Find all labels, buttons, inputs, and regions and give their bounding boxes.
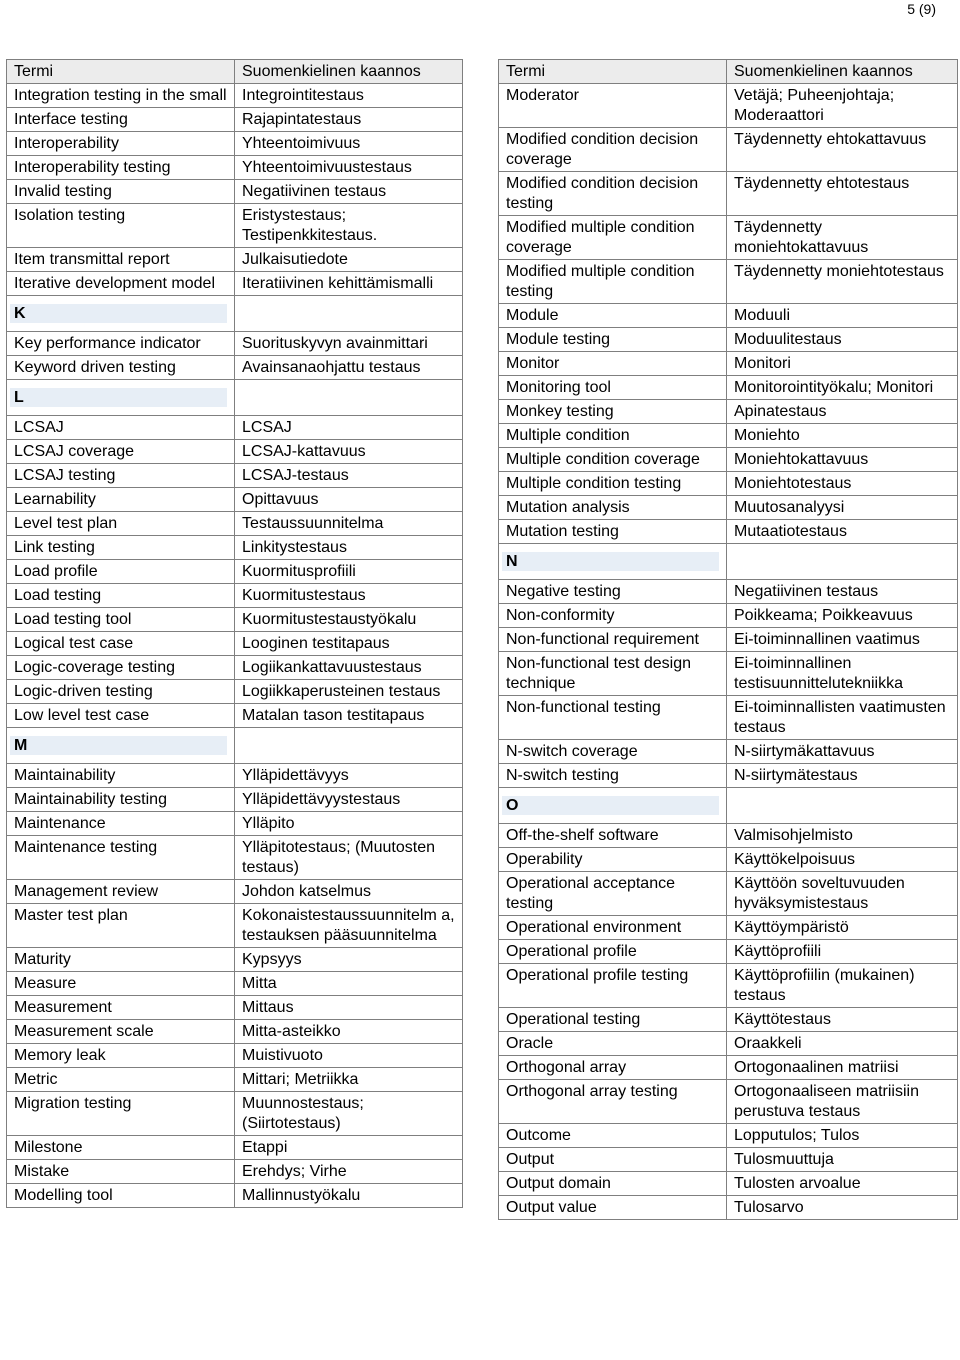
glossary-row [499,1008,958,1032]
term-cell: Monkey testing [499,400,727,424]
glossary-row [499,764,958,788]
glossary-row [499,848,958,872]
term-cell: Logic-coverage testing [7,656,235,680]
glossary-row [499,740,958,764]
translation-cell: Logiikankattavuustestaus [235,656,463,680]
translation-cell: Erehdys; Virhe [235,1160,463,1184]
glossary-row [499,304,958,328]
translation-cell: Muunnostestaus; (Siirtotestaus) [235,1092,463,1136]
header-term: Termi [499,60,727,84]
header-translation: Suomenkielinen kaannos [727,60,958,84]
translation-cell: Käyttötestaus [727,1008,958,1032]
translation-cell: Avainsanaohjattu testaus [235,356,463,380]
translation-cell: Iteratiivinen kehittämismalli [235,272,463,296]
translation-cell: Johdon katselmus [235,880,463,904]
glossary-row [499,260,958,304]
term-cell: Link testing [7,536,235,560]
translation-cell: Valmisohjelmisto [727,824,958,848]
term-cell: Maintainability [7,764,235,788]
translation-cell: Linkitystestaus [235,536,463,560]
glossary-row [7,84,463,108]
translation-cell: Täydennetty moniehtotestaus [727,260,958,304]
glossary-row [7,204,463,248]
glossary-row [499,84,958,128]
glossary-row [499,128,958,172]
term-cell: Logical test case [7,632,235,656]
glossary-row [7,332,463,356]
glossary-row [499,1172,958,1196]
term-cell: Load profile [7,560,235,584]
translation-cell: Moduulitestaus [727,328,958,352]
translation-cell: Ylläpitotestaus; (Muutosten testaus) [235,836,463,880]
glossary-row [7,132,463,156]
section-letter: M [10,736,227,755]
translation-cell: Lopputulos; Tulos [727,1124,958,1148]
translation-cell: N-siirtymätestaus [727,764,958,788]
section-letter-row [7,728,463,764]
translation-cell: Looginen testitapaus [235,632,463,656]
term-cell: Multiple condition testing [499,472,727,496]
term-cell: Measure [7,972,235,996]
header-term: Termi [7,60,235,84]
glossary-row [499,604,958,628]
glossary-row [499,352,958,376]
term-cell: Mutation analysis [499,496,727,520]
glossary-row [7,656,463,680]
glossary-row [7,680,463,704]
glossary-row [499,376,958,400]
term-cell: Logic-driven testing [7,680,235,704]
translation-cell: Moniehtotestaus [727,472,958,496]
translation-cell: Ei-toiminnallinen testisuunnittelutekniikka [727,652,958,696]
glossary-row [499,172,958,216]
term-cell: Modelling tool [7,1184,235,1208]
glossary-row [7,248,463,272]
term-cell: Off-the-shelf software [499,824,727,848]
glossary-row [7,1044,463,1068]
section-letter-empty-cell [727,544,958,580]
term-cell: Maintainability testing [7,788,235,812]
term-cell: Multiple condition [499,424,727,448]
section-letter-cell [499,544,727,580]
glossary-row [7,536,463,560]
translation-cell: Opittavuus [235,488,463,512]
translation-cell: Täydennetty moniehtokattavuus [727,216,958,260]
glossary-row [7,948,463,972]
translation-cell: Rajapintatestaus [235,108,463,132]
translation-cell: Apinatestaus [727,400,958,424]
term-cell: Item transmittal report [7,248,235,272]
glossary-row [7,464,463,488]
translation-cell: Ei-toiminnallisten vaatimusten testaus [727,696,958,740]
translation-cell: Tulosten arvoalue [727,1172,958,1196]
term-cell: Low level test case [7,704,235,728]
glossary-row [499,520,958,544]
translation-cell: Logiikkaperusteinen testaus [235,680,463,704]
glossary-row [499,940,958,964]
translation-cell: Täydennetty ehtotestaus [727,172,958,216]
translation-cell: LCSAJ [235,416,463,440]
term-cell: Keyword driven testing [7,356,235,380]
glossary-row [7,1184,463,1208]
term-cell: Interface testing [7,108,235,132]
term-cell: Load testing [7,584,235,608]
term-cell: Operational profile testing [499,964,727,1008]
translation-cell: Testaussuunnitelma [235,512,463,536]
glossary-row [7,632,463,656]
glossary-row [499,824,958,848]
section-letter: K [10,304,227,323]
term-cell: Non-functional test design technique [499,652,727,696]
glossary-row [7,512,463,536]
table-header-row [7,60,463,84]
translation-cell: Muutosanalyysi [727,496,958,520]
translation-cell: Julkaisutiedote [235,248,463,272]
glossary-row [499,1196,958,1220]
translation-cell: Vetäjä; Puheenjohtaja; Moderaattori [727,84,958,128]
glossary-row [499,872,958,916]
table-header-row [499,60,958,84]
translation-cell: N-siirtymäkattavuus [727,740,958,764]
term-cell: Output value [499,1196,727,1220]
translation-cell: LCSAJ-testaus [235,464,463,488]
translation-cell: Yhteentoimivuus [235,132,463,156]
translation-cell: Moduuli [727,304,958,328]
page-number: 5 (9) [907,1,936,17]
section-letter-cell [7,380,235,416]
translation-cell: Kypsyys [235,948,463,972]
term-cell: Outcome [499,1124,727,1148]
translation-cell: Mallinnustyökalu [235,1184,463,1208]
translation-cell: Mitta [235,972,463,996]
translation-cell: Moniehto [727,424,958,448]
section-letter-empty-cell [727,788,958,824]
term-cell: Non-conformity [499,604,727,628]
term-cell: Measurement scale [7,1020,235,1044]
term-cell: Operational testing [499,1008,727,1032]
header-translation: Suomenkielinen kaannos [235,60,463,84]
term-cell: Iterative development model [7,272,235,296]
term-cell: LCSAJ testing [7,464,235,488]
term-cell: Non-functional requirement [499,628,727,652]
translation-cell: Täydennetty ehtokattavuus [727,128,958,172]
term-cell: Master test plan [7,904,235,948]
term-cell: Interoperability [7,132,235,156]
term-cell: Module testing [499,328,727,352]
glossary-table-left [6,59,463,1208]
term-cell: Migration testing [7,1092,235,1136]
glossary-row [499,1124,958,1148]
term-cell: LCSAJ coverage [7,440,235,464]
glossary-row [499,916,958,940]
term-cell: Maintenance testing [7,836,235,880]
term-cell: Isolation testing [7,204,235,248]
translation-cell: Tulosarvo [727,1196,958,1220]
term-cell: Output domain [499,1172,727,1196]
glossary-row [499,1080,958,1124]
term-cell: Invalid testing [7,180,235,204]
term-cell: Modified multiple condition testing [499,260,727,304]
translation-cell: Poikkeama; Poikkeavuus [727,604,958,628]
glossary-row [499,1148,958,1172]
translation-cell: Ortogonaaliseen matriisiin perustuva testaus [727,1080,958,1124]
glossary-row [499,424,958,448]
term-cell: N-switch coverage [499,740,727,764]
section-letter: N [502,552,719,571]
glossary-row [7,1092,463,1136]
term-cell: Measurement [7,996,235,1020]
glossary-row [7,812,463,836]
section-letter-cell [499,788,727,824]
translation-cell: Mittaus [235,996,463,1020]
glossary-row [7,488,463,512]
glossary-row [7,416,463,440]
section-letter-empty-cell [235,380,463,416]
translation-cell: Matalan tason testitapaus [235,704,463,728]
section-letter-row [499,544,958,580]
translation-cell: Kokonaistestaussuunnitelm a, testauksen pääsuunnitelma [235,904,463,948]
term-cell: Load testing tool [7,608,235,632]
section-letter-empty-cell [235,296,463,332]
translation-cell: Ylläpito [235,812,463,836]
translation-cell: Käyttökelpoisuus [727,848,958,872]
term-cell: Modified condition decision coverage [499,128,727,172]
section-letter: O [502,796,719,815]
translation-cell: Kuormitustestaus [235,584,463,608]
glossary-row [499,964,958,1008]
glossary-row [7,272,463,296]
glossary-row [499,1032,958,1056]
term-cell: Negative testing [499,580,727,604]
term-cell: Operational environment [499,916,727,940]
term-cell: Operability [499,848,727,872]
translation-cell: Ylläpidettävyystestaus [235,788,463,812]
term-cell: Metric [7,1068,235,1092]
glossary-row [499,448,958,472]
term-cell: Management review [7,880,235,904]
glossary-row [7,788,463,812]
term-cell: Orthogonal array [499,1056,727,1080]
glossary-row [499,472,958,496]
term-cell: Modified multiple condition coverage [499,216,727,260]
glossary-row [499,696,958,740]
term-cell: Key performance indicator [7,332,235,356]
term-cell: N-switch testing [499,764,727,788]
glossary-row [499,496,958,520]
translation-cell: Käyttöön soveltuvuuden hyväksymistestaus [727,872,958,916]
term-cell: Maturity [7,948,235,972]
translation-cell: Mitta-asteikko [235,1020,463,1044]
translation-cell: Suorituskyvyn avainmittari [235,332,463,356]
term-cell: Interoperability testing [7,156,235,180]
translation-cell: Muistivuoto [235,1044,463,1068]
section-letter-row [499,788,958,824]
glossary-row [7,972,463,996]
term-cell: Non-functional testing [499,696,727,740]
section-letter: L [10,388,227,407]
term-cell: LCSAJ [7,416,235,440]
section-letter-cell [7,728,235,764]
glossary-row [7,180,463,204]
glossary-row [7,704,463,728]
translation-cell: Ortogonaalinen matriisi [727,1056,958,1080]
term-cell: Orthogonal array testing [499,1080,727,1124]
glossary-row [499,400,958,424]
glossary-row [7,156,463,180]
translation-cell: Integrointitestaus [235,84,463,108]
glossary-row [7,108,463,132]
glossary-row [499,580,958,604]
glossary-row [7,356,463,380]
term-cell: Multiple condition coverage [499,448,727,472]
glossary-row [499,652,958,696]
term-cell: Maintenance [7,812,235,836]
translation-cell: LCSAJ-kattavuus [235,440,463,464]
translation-cell: Ei-toiminnallinen vaatimus [727,628,958,652]
term-cell: Output [499,1148,727,1172]
translation-cell: Mittari; Metriikka [235,1068,463,1092]
translation-cell: Käyttöympäristö [727,916,958,940]
glossary-row [7,560,463,584]
translation-cell: Käyttöprofiilin (mukainen) testaus [727,964,958,1008]
translation-cell: Oraakkeli [727,1032,958,1056]
glossary-row [499,628,958,652]
term-cell: Oracle [499,1032,727,1056]
translation-cell: Tulosmuuttuja [727,1148,958,1172]
term-cell: Monitoring tool [499,376,727,400]
glossary-row [7,880,463,904]
term-cell: Milestone [7,1136,235,1160]
term-cell: Memory leak [7,1044,235,1068]
term-cell: Monitor [499,352,727,376]
glossary-row [7,1020,463,1044]
translation-cell: Etappi [235,1136,463,1160]
term-cell: Mutation testing [499,520,727,544]
term-cell: Level test plan [7,512,235,536]
term-cell: Learnability [7,488,235,512]
section-letter-row [7,296,463,332]
glossary-row [7,584,463,608]
term-cell: Mistake [7,1160,235,1184]
section-letter-cell [7,296,235,332]
term-cell: Modified condition decision testing [499,172,727,216]
translation-cell: Mutaatiotestaus [727,520,958,544]
translation-cell: Eristystestaus; Testipenkkitestaus. [235,204,463,248]
glossary-row [499,328,958,352]
glossary-table-right [498,59,958,1220]
term-cell: Integration testing in the small [7,84,235,108]
section-letter-row [7,380,463,416]
translation-cell: Kuormitusprofiili [235,560,463,584]
glossary-row [7,904,463,948]
glossary-row [499,216,958,260]
translation-cell: Kuormitustestaustyökalu [235,608,463,632]
translation-cell: Ylläpidettävyys [235,764,463,788]
glossary-row [7,608,463,632]
translation-cell: Yhteentoimivuustestaus [235,156,463,180]
translation-cell: Käyttöprofiili [727,940,958,964]
term-cell: Module [499,304,727,328]
glossary-row [7,764,463,788]
translation-cell: Monitori [727,352,958,376]
section-letter-empty-cell [235,728,463,764]
translation-cell: Negatiivinen testaus [235,180,463,204]
glossary-row [7,1136,463,1160]
translation-cell: Moniehtokattavuus [727,448,958,472]
term-cell: Moderator [499,84,727,128]
term-cell: Operational profile [499,940,727,964]
glossary-row [7,836,463,880]
glossary-row [7,440,463,464]
term-cell: Operational acceptance testing [499,872,727,916]
translation-cell: Monitorointityökalu; Monitori [727,376,958,400]
glossary-row [499,1056,958,1080]
glossary-row [7,1068,463,1092]
glossary-row [7,1160,463,1184]
translation-cell: Negatiivinen testaus [727,580,958,604]
glossary-row [7,996,463,1020]
